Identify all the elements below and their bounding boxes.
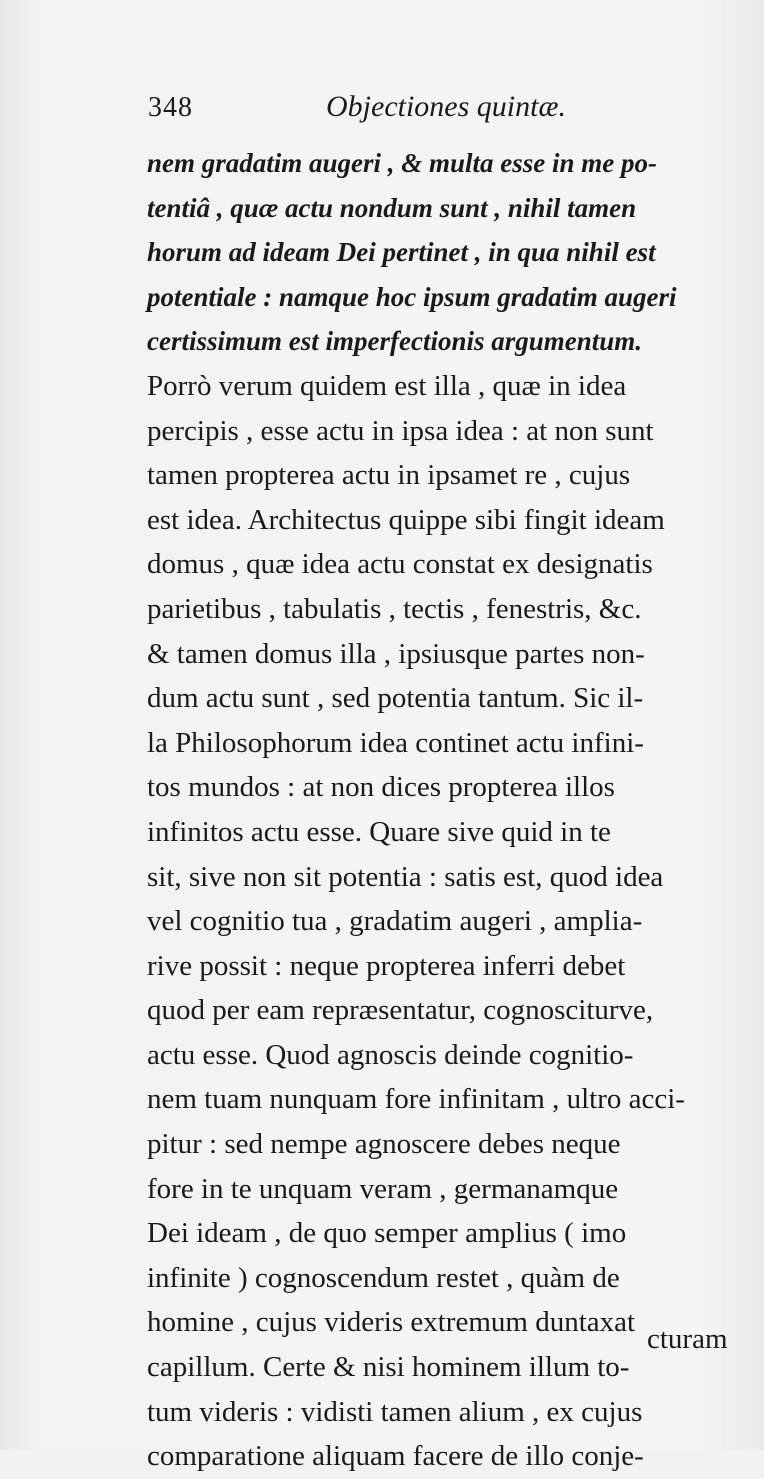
text-line: sit, sive non sit potentia : satis est, quod idea	[147, 860, 664, 893]
body-text	[147, 141, 747, 1479]
text-line: percipis , esse actu in ipsa idea : at non sunt	[147, 414, 654, 447]
text-line: comparatione aliquam facere de illo conje-	[147, 1440, 644, 1473]
text-line: Porrò verum quidem est illa , quæ in idea	[147, 369, 627, 402]
page-header	[148, 90, 708, 130]
text-line: tum videris : vidisti tamen alium , ex cujus	[147, 1395, 643, 1428]
running-head: Objectiones quintæ.	[326, 90, 566, 123]
text-line: & tamen domus illa , ipsiusque partes non-	[147, 637, 645, 670]
text-line: pitur : sed nempe agnoscere debes neque	[147, 1128, 621, 1161]
text-line: potentiale : namque hoc ipsum gradatim augeri	[147, 281, 677, 312]
text-line: nem gradatim augeri , & multa esse in me po-	[147, 148, 658, 178]
text-line: parietibus , tabulatis , tectis , fenestris, &c.	[147, 592, 642, 625]
text-line: vel cognitio tua , gradatim augeri , amplia-	[147, 905, 643, 938]
text-line: actu esse. Quod agnoscis deinde cognitio-	[147, 1038, 634, 1071]
catchword: cturam	[647, 1323, 728, 1355]
text-line: infinite ) cognoscendum restet , quàm de	[147, 1261, 620, 1294]
text-line: tentiâ , quæ actu nondum sunt , nihil tamen	[147, 192, 637, 223]
page-number: 348	[148, 92, 193, 123]
text-line: domus , quæ idea actu constat ex designatis	[147, 548, 653, 581]
text-line: infinitos actu esse. Quare sive quid in te	[147, 815, 611, 848]
text-line: rive possit : neque propterea inferri debet	[147, 949, 626, 982]
text-line: dum actu sunt , sed potentia tantum. Sic il-	[147, 682, 644, 715]
text-line: fore in te unquam veram , germanamque	[147, 1172, 619, 1205]
text-line: Dei ideam , de quo semper amplius ( imo	[147, 1217, 627, 1250]
text-line: homine , cujus videris extremum duntaxat	[147, 1306, 636, 1339]
text-line: tamen propterea actu in ipsamet re , cujus	[147, 459, 631, 492]
text-line: tos mundos : at non dices propterea illos	[147, 771, 615, 804]
text-line: nem tuam nunquam fore infinitam , ultro acci-	[147, 1083, 685, 1116]
text-line: certissimum est imperfectionis argumentum.	[147, 326, 643, 357]
text-line: quod per eam repræsentatur, cognosciturve,	[147, 994, 654, 1027]
text-line: la Philosophorum idea continet actu infini-	[147, 726, 644, 759]
text-line: capillum. Certe & nisi hominem illum to-	[147, 1351, 630, 1384]
text-line: est idea. Architectus quippe sibi fingit ideam	[147, 503, 665, 536]
text-line: horum ad ideam Dei pertinet , in qua nihil est	[147, 237, 656, 268]
